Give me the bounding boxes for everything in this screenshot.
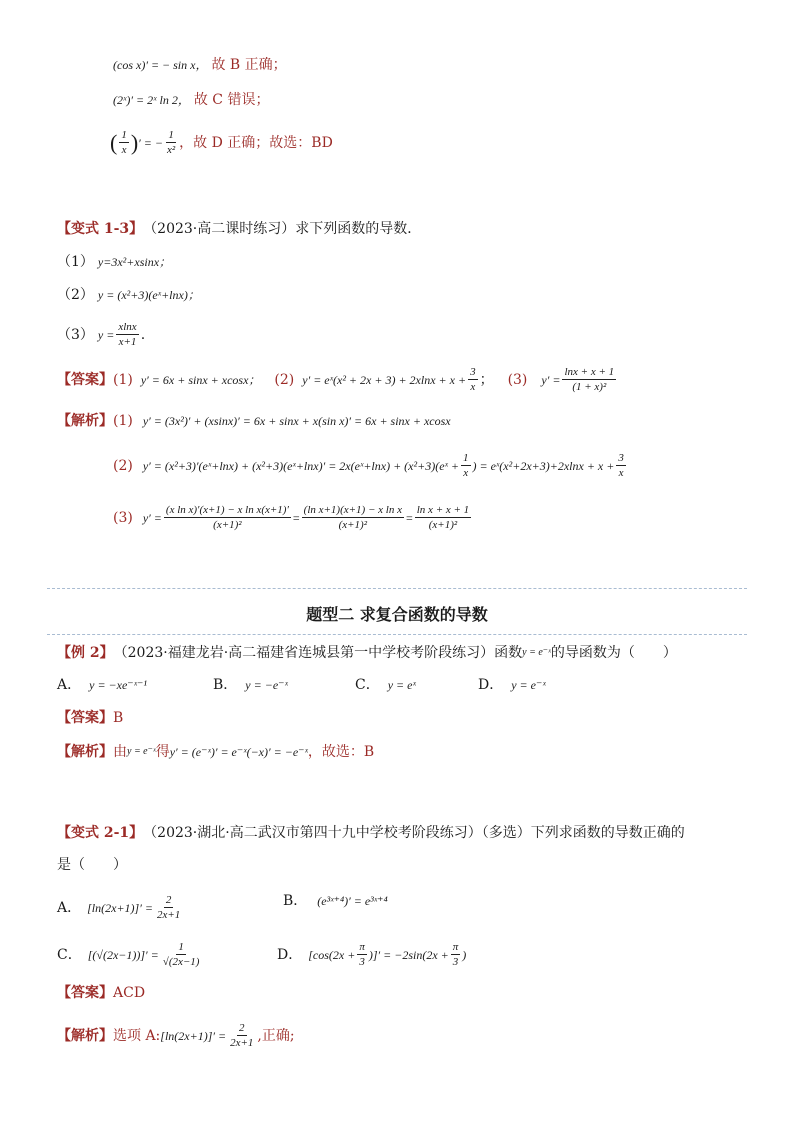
option-d[interactable]: D． [cos(2x + $\frac{\pi}{3}$ )]′ = −2sin(2x + $\frac{\pi}{3}$ ) [277, 941, 467, 969]
answer-line: 【答案】 B [57, 710, 124, 726]
fraction: $\frac{1}{x}$ [463, 452, 469, 480]
example-label: 【例 2】 [57, 645, 114, 661]
analysis-line: 【解析】 选项 A: [ln(2x+1)]′ = $\frac{2}{2x+1}$ ,正确; [57, 1022, 295, 1050]
fraction: $\frac{\pi}{3}$ [452, 941, 459, 969]
fraction: $\frac{\text{(x ln x)′(x+1) − x ln x(x+1)′}}{\text{(x+1)²}}$ [165, 504, 289, 532]
option-a[interactable]: A． [ln(2x+1)]′ = $\frac{2}{2x+1}$ [57, 894, 181, 922]
answer-line: 【答案】 ACD [57, 985, 146, 1001]
variant-2-1-header: 【变式 2-1】 （2023·湖北·高二武汉市第四十九中学校考阶段练习）（多选）下列求函数的导数正确的 [57, 825, 685, 841]
fraction: $\frac{\pi}{3}$ [359, 941, 365, 969]
verdict-text: 故 B 正确； [211, 57, 287, 73]
option-c[interactable]: C． y = eˣ [355, 677, 416, 693]
problem-item-1: （1） y=3x²+xsinx； [57, 254, 172, 270]
fraction: $\frac{2}{2x+1}$ [156, 894, 181, 922]
derivative-line-cos [113, 58, 287, 72]
derivative-line-reciprocal: ( $\frac{1}{x}$ ) ′ = − $\frac{1}{\text{x²}}$ ，故 D 正确；故选：BD [110, 129, 333, 157]
fraction: $\frac{3}{x}$ [470, 366, 476, 394]
option-a[interactable]: A． y = −xe⁻ˣ⁻¹ [57, 677, 147, 693]
math-expression: ′ = − [138, 135, 163, 150]
fraction: $\frac{\ln x + x + 1}{\text{(1 + x)²}}$ [564, 366, 615, 394]
math-expression: (cos x)′ = − sin x， [113, 58, 208, 72]
answer-label: 【答案】 [57, 985, 113, 1001]
variant-label: 【变式 1-3】 [57, 221, 144, 237]
variant-1-3-header [57, 222, 421, 236]
variant-label: 【变式 2-1】 [57, 825, 144, 841]
problem-statement: （2023·高二课时练习）求下列函数的导数． [143, 221, 422, 237]
verdict-text: ，故 D 正确；故选：BD [179, 134, 333, 151]
verdict-text: 故 C 错误； [193, 92, 270, 108]
problem-item-3: （3） y = $\frac{xlnx}{x+1}$ . [57, 321, 146, 349]
analysis-label: 【解析】 [57, 1027, 113, 1044]
option-c[interactable]: C． [(√(2x−1))]′ = $\frac{1}{√(2x-1)}$ [57, 941, 200, 969]
analysis-label: 【解析】 [57, 413, 113, 429]
analysis-line-2: (2) y′ = (x²+3)′(eˣ+lnx) + (x²+3)(eˣ+lnx)′ = 2x(eˣ+lnx) + (x²+3)(eˣ + $\frac{1}{x}$ ) = eˣ(x²+2x+3)+2xlnx + x + $\frac{3}{x}$ [113, 452, 624, 480]
analysis-label: 【解析】 [57, 744, 113, 760]
section-divider-top [47, 588, 747, 589]
option-d[interactable]: D． y = e⁻ˣ [478, 677, 546, 693]
fraction: $\frac{1}{\text{x²}}$ [166, 129, 176, 157]
fraction: $\frac{\text{(ln x+1)(x+1) − x ln x}}{\text{(x+1)²}}$ [303, 504, 402, 532]
fraction: $\frac{3}{x}$ [618, 452, 624, 480]
fraction: $\frac{\text{ln x + x + 1}}{\text{(x+1)²}}$ [416, 504, 470, 532]
analysis-line-3: (3) y′ = $\frac{\text{(x ln x)′(x+1) − x ln x(x+1)′}}{\text{(x+1)²}}$ = $\frac{\text{(ln x+1)(x+1) − x ln x}}{\text{(x+1)²}}$ = $\frac{\text{ln x + x + 1}}{\text{(x+1)²}}$ [113, 504, 470, 532]
answer-label: 【答案】 [57, 710, 113, 726]
fraction: $\frac{2}{2x+1}$ [230, 1022, 254, 1050]
example-2-header: 【例 2】 （2023·福建龙岩·高二福建省连城县第一中学校考阶段练习）函数 y = e⁻ˣ 的导函数为（ ） [57, 645, 677, 661]
analysis-line-1: 【解析】 (1) y′ = (3x²)′ + (xsinx)′ = 6x + sinx + x(sin x)′ = 6x + sinx + xcosx [57, 413, 451, 429]
section-divider-bottom [47, 634, 747, 635]
option-b[interactable]: B． y = −e⁻ˣ [213, 677, 288, 693]
answer-line: 【答案】 (1) y′ = 6x + sinx + xcosx； (2) y′ = eˣ(x² + 2x + 3) + 2xlnx + x + $\frac{3}{x}$ ； (3) y′ = $\frac{\ln x + x + 1}{\text{(1 + x)²}}$ [57, 366, 615, 394]
answer-label: 【答案】 [57, 371, 113, 388]
derivative-line-exp [113, 93, 269, 107]
problem-item-2: （2） y = (x²+3)(eˣ+lnx)； [57, 287, 200, 303]
fraction: $\frac{1}{x}$ [121, 129, 127, 157]
variant-2-1-header-cont: 是（ ） [57, 857, 127, 873]
option-b[interactable]: B． (e³ˣ⁺⁴)′ = e³ˣ⁺⁴ [283, 893, 388, 909]
section-title: 题型二 求复合函数的导数 [306, 605, 488, 624]
analysis-line: 【解析】 由 y = e⁻ˣ 得 y′ = (e⁻ˣ)′ = e⁻ˣ(−x)′ = −e⁻ˣ ，故选：B [57, 744, 375, 760]
math-expression: (2ˣ)′ = 2ˣ ln 2， [113, 93, 190, 107]
fraction: $\frac{xlnx}{x+1}$ [118, 321, 137, 349]
fraction: $\frac{1}{√(2x-1)}$ [162, 941, 200, 969]
